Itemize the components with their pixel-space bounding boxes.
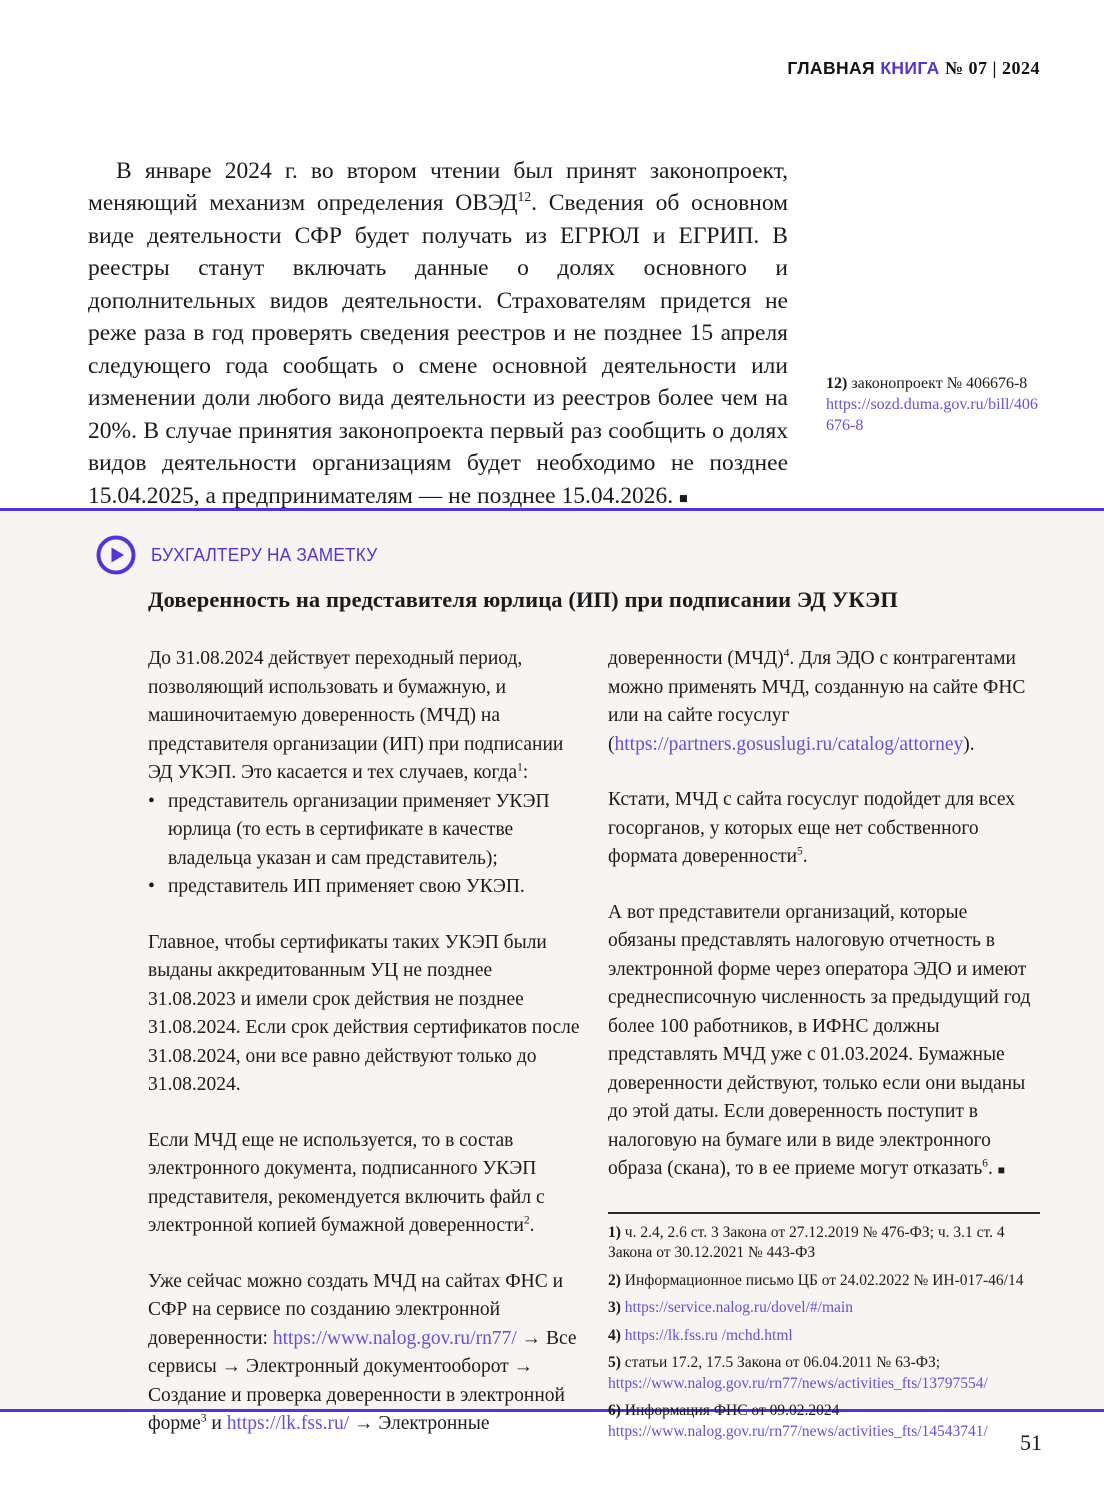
sidenote-12	[826, 373, 1044, 436]
sidenote-number: 12)	[826, 375, 848, 392]
body-text: ).	[963, 733, 975, 755]
footnote-ref-3: 3	[200, 1412, 207, 1425]
footnote-text: Информация ФНС от 09.02.2024	[620, 1402, 840, 1419]
link-gosuslugi-attorney[interactable]: https://partners.gosuslugi.ru/catalog/attorney	[614, 733, 964, 755]
brand-black: ГЛАВНАЯ	[787, 58, 876, 78]
sidenote-link-sozd-duma[interactable]: https://sozd.duma.gov.ru/bill/406676-8	[826, 396, 1038, 434]
footnote-text: ч. 2.4, 2.6 ст. 3 Закона от 27.12.2019 № 476-ФЗ; ч. 3.1 ст. 4 Закона от 30.12.2021 № 443-ФЗ	[608, 1223, 1005, 1261]
paragraph	[148, 1268, 580, 1439]
body-text: .	[529, 1215, 535, 1236]
paragraph	[608, 899, 1040, 1185]
brand-purple: КНИГА	[880, 58, 940, 78]
issue-number: № 07 | 2024	[944, 58, 1040, 78]
footnote-ref-6: 6	[982, 1157, 988, 1170]
link-nalog-rn77[interactable]: https://www.nalog.gov.ru/rn77/	[272, 1327, 517, 1349]
footnote-number: 1)	[608, 1223, 621, 1241]
right-column	[608, 645, 1040, 1466]
paragraph	[608, 645, 1040, 759]
footnote-link-nalog-news-14543741[interactable]: https://www.nalog.gov.ru/rn77/news/activities_fts/14543741/	[608, 1422, 988, 1440]
masthead	[787, 58, 1040, 79]
footnotes-block	[608, 1212, 1040, 1443]
footnote-number: 5)	[608, 1354, 621, 1371]
footnote-ref-2: 2	[523, 1214, 530, 1227]
footnote-number: 2)	[608, 1271, 621, 1289]
footnote-number: 6)	[608, 1402, 621, 1419]
article-end-mark: ■	[679, 490, 688, 507]
footnote-item	[608, 1271, 1040, 1292]
footnote-text: статьи 17.2, 17.5 Закона от 06.04.2011 № 63-ФЗ;	[620, 1354, 941, 1371]
footnote-number: 3)	[608, 1299, 621, 1316]
footnote-link-lk-fss-mchd[interactable]: https://lk.fss.ru /mchd.html	[624, 1326, 793, 1344]
body-text: До 31.08.2024 действует переходный период, позволяющий использовать и бумажную, и машиночитаемую доверенность (МЧД) на представителя организации (ИП) при подписании ЭД УКЭП. Это касается и тех случаев, когда	[148, 648, 564, 783]
paragraph	[148, 1127, 580, 1241]
intro-text-2: . Сведения об основном виде деятельности СФР будет получать из ЕГРЮЛ и ЕГРИП. В реестры станут включать данные о долях основного и дополнительных видов деятельности. Страхователям придется не реже раза в год проверять сведения реестров и не позднее 15 апреля следующего года сообщать о смене основной деятельности или изменении доли любого вида деятельности из реестров более чем на 20%. В случае принятия законопроекта первый раз сообщить о долях видов деятельности организациям будет необходимо не позднее 15.04.2025, а предпринимателям — не позднее 15.04.2026.	[88, 190, 788, 509]
body-text: → Все сервисы → Электронный документооборот → Создание и проверка доверенности в электронной форме	[148, 1327, 577, 1434]
footnote-item	[608, 1353, 1040, 1394]
footnote-ref-1: 1	[517, 761, 523, 774]
body-text: А вот представители организаций, которые обязаны представлять налоговую отчетность в электронной форме через оператора ЭДО и имеют среднесписочную численность за предыдущий год более 100 работников, в ИФНС должны представлять МЧД уже с 01.03.2024. Бумажные доверенности действуют, только если они выданы до этой даты. Если доверенность поступит в налоговую на бумаге или в виде электронного образа (скана), то в ее приеме могут отказать	[608, 901, 1031, 1179]
footnote-text: Информационное письмо ЦБ от 24.02.2022 № ИН-017-46/14	[620, 1271, 1024, 1289]
body-text: Кстати, МЧД с сайта госуслуг подойдет для всех госорганов, у которых еще нет собственного формата доверенности	[608, 789, 1016, 867]
bullet-marker: •	[148, 876, 155, 897]
section-kicker: БУХГАЛТЕРУ НА ЗАМЕТКУ	[151, 544, 378, 565]
bullet-text: представитель организации применяет УКЭП юрлица (то есть в сертификате в качестве владельца указан и сам представитель);	[168, 790, 550, 869]
body-text: :	[522, 762, 529, 783]
footnote-item	[608, 1298, 1040, 1319]
sidenote-text: законопроект № 406676-8	[847, 375, 1028, 392]
intro-paragraph	[88, 155, 788, 516]
bullet-item	[148, 873, 580, 902]
intro-text-1: В январе 2024 г. во втором чтении был принят законопроект, меняющий механизм определения ОВЭД	[88, 157, 788, 216]
footnote-item	[608, 1401, 1040, 1442]
body-text: . Для ЭДО с контрагентами можно применять МЧД, созданную на сайте ФНС или на сайте госуслуг (	[608, 648, 1026, 755]
footnote-ref-4: 4	[783, 647, 790, 660]
body-text: Уже сейчас можно создать МЧД на сайтах ФНС и СФР на сервисе по созданию электронной доверенности:	[148, 1270, 564, 1349]
footnote-ref-5: 5	[797, 845, 803, 858]
paragraph	[148, 645, 580, 788]
footnote-link-service-nalog[interactable]: https://service.nalog.ru/dovel/#/main	[624, 1299, 853, 1316]
page-number: 51	[1020, 1430, 1042, 1455]
body-text: Если МЧД еще не используется, то в состав электронного документа, подписанного УКЭП представителя, рекомендуется включить файл с электронной копией бумажной доверенности	[148, 1129, 545, 1236]
kicker-row	[96, 535, 387, 575]
two-column-body	[148, 645, 1040, 1466]
article-end-mark: ■	[997, 1163, 1005, 1177]
body-text: .	[987, 1158, 998, 1179]
play-icon	[96, 535, 136, 575]
footnote-item	[608, 1326, 1040, 1347]
bullet-marker: •	[148, 790, 155, 812]
bullet-list	[148, 788, 580, 902]
footnote-item	[608, 1223, 1040, 1264]
left-column	[148, 645, 580, 1466]
note-section	[0, 508, 1104, 1440]
body-text: и	[206, 1413, 227, 1434]
footnote-link-nalog-news-13797554[interactable]: https://www.nalog.gov.ru/rn77/news/activities_fts/13797554/	[608, 1374, 988, 1392]
paragraph: Главное, чтобы сертификаты таких УКЭП были выданы аккредитованным УЦ не позднее 31.08.2023 и имели срок действия не позднее 31.08.2024. Если срок действия сертификатов после 31.08.2024, они все равно действуют только до 31.08.2024.	[148, 931, 580, 1095]
bullet-item	[148, 788, 580, 874]
body-text: .	[802, 846, 808, 867]
bullet-text: представитель ИП применяет свою УКЭП.	[168, 876, 525, 897]
link-lk-fss[interactable]: https://lk.fss.ru/	[226, 1413, 350, 1434]
article-title: Доверенность на представителя юрлица (ИП) при подписании ЭД УКЭП	[148, 587, 898, 612]
footnote-number: 4)	[608, 1326, 621, 1344]
body-text: → Электронные	[349, 1413, 490, 1434]
footnote-ref-12: 12	[517, 189, 532, 205]
paragraph	[608, 786, 1040, 872]
body-text: доверенности (МЧД)	[608, 648, 784, 669]
